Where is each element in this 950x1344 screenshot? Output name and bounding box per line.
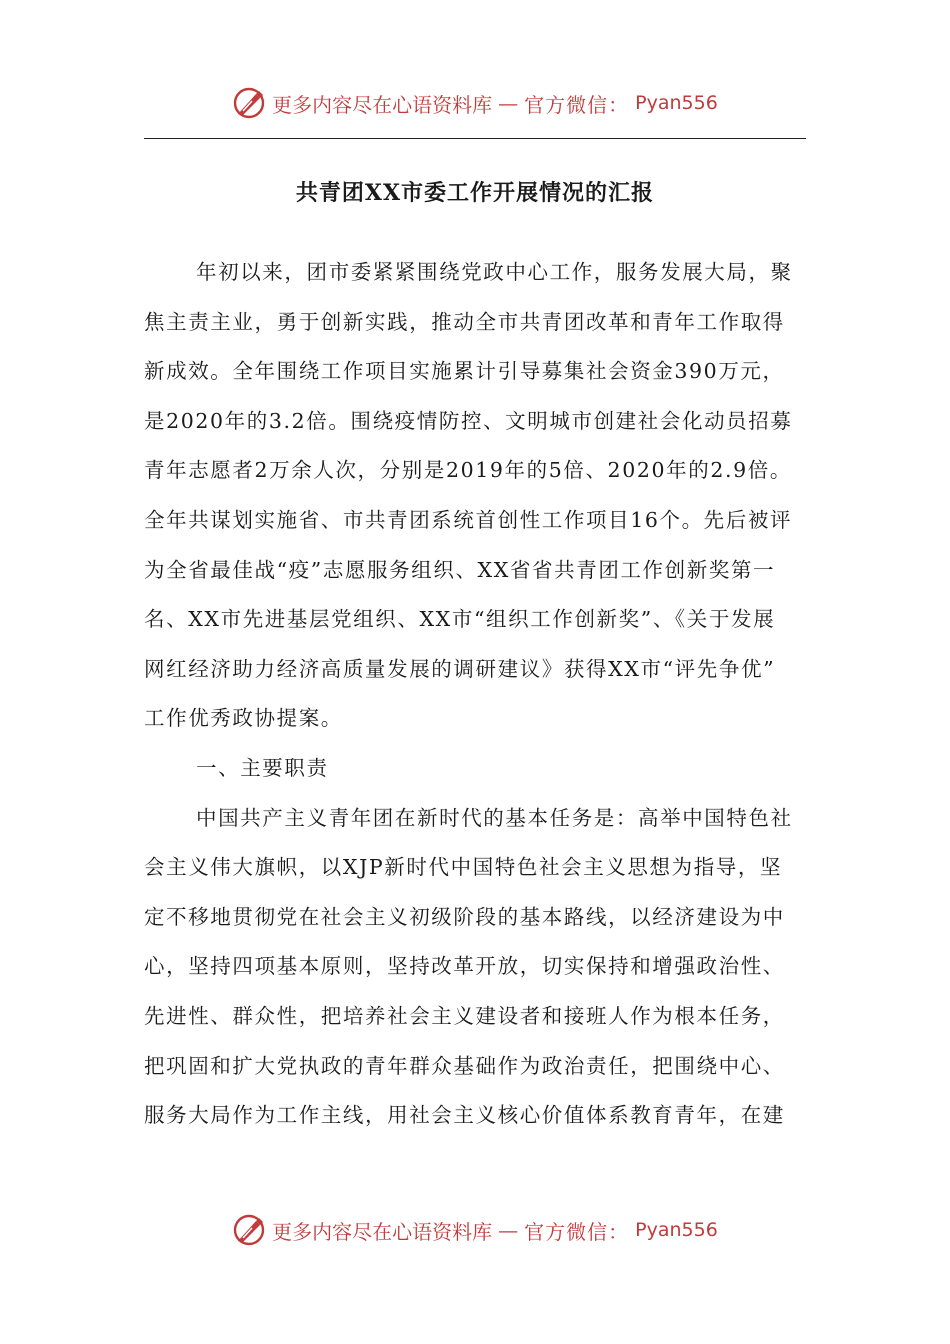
body-line: 焦主责主业，勇于创新实践，推动全市共青团改革和青年工作取得 xyxy=(144,309,785,334)
body-line: 新成效。全年围绕工作项目实施累计引导募集社会资金390万元， xyxy=(144,359,785,384)
document-body xyxy=(144,248,806,1141)
pen-logo-icon xyxy=(232,86,266,120)
body-line: 先进性、群众性，把培养社会主义建设者和接班人作为根本任务， xyxy=(144,1003,785,1028)
watermark-left-text: 更多内容尽在心语资料库 xyxy=(272,1219,493,1244)
watermark-dash: — xyxy=(498,1218,519,1242)
watermark-right-text: 官方微信： xyxy=(524,1219,630,1244)
body-line: 年初以来，团市委紧紧围绕党政中心工作，服务发展大局，聚 xyxy=(196,260,793,284)
body-line: 把巩固和扩大党执政的青年群众基础作为政治责任，把围绕中心、 xyxy=(144,1053,785,1078)
pen-logo-icon xyxy=(232,1213,266,1247)
section-heading: 一、主要职责 xyxy=(196,755,329,780)
watermark-wechat-id: Pyan556 xyxy=(635,92,718,114)
watermark-left-text: 更多内容尽在心语资料库 xyxy=(272,92,493,117)
body-line: 定不移地贯彻党在社会主义初级阶段的基本路线，以经济建设为中 xyxy=(144,904,785,929)
body-line: 名、XX市先进基层党组织、XX市“组织工作创新奖”、《关于发展 xyxy=(144,607,776,632)
body-line: 心，坚持四项基本原则，坚持改革开放，切实保持和增强政治性、 xyxy=(144,954,785,979)
body-line: 青年志愿者2万余人次，分别是2019年的5倍、2020年的2.9倍。 xyxy=(144,458,792,483)
watermark-wechat-id: Pyan556 xyxy=(635,1219,718,1241)
footer-watermark xyxy=(0,1210,950,1250)
document-title: 共青团XX市委工作开展情况的汇报 xyxy=(295,180,655,206)
watermark-right-text: 官方微信： xyxy=(524,92,630,117)
body-line: 全年共谋划实施省、市共青团系统首创性工作项目16个。先后被评 xyxy=(144,507,793,532)
header-watermark xyxy=(0,83,950,123)
body-line: 服务大局作为工作主线，用社会主义核心价值体系教育青年，在建 xyxy=(144,1103,785,1128)
body-line: 会主义伟大旗帜，以XJP新时代中国特色社会主义思想为指导，坚 xyxy=(144,855,783,880)
header-divider xyxy=(144,138,806,139)
body-line: 为全省最佳战“疫”志愿服务组织、XX省省共青团工作创新奖第一 xyxy=(144,557,776,582)
body-line: 网红经济助力经济高质量发展的调研建议》获得XX市“评先争优” xyxy=(144,656,776,681)
body-line: 是2020年的3.2倍。围绕疫情防控、文明城市创建社会化动员招募 xyxy=(144,408,793,433)
watermark-dash: — xyxy=(498,91,519,115)
body-line: 中国共产主义青年团在新时代的基本任务是：高举中国特色社 xyxy=(196,805,793,830)
body-line: 工作优秀政协提案。 xyxy=(144,706,343,731)
